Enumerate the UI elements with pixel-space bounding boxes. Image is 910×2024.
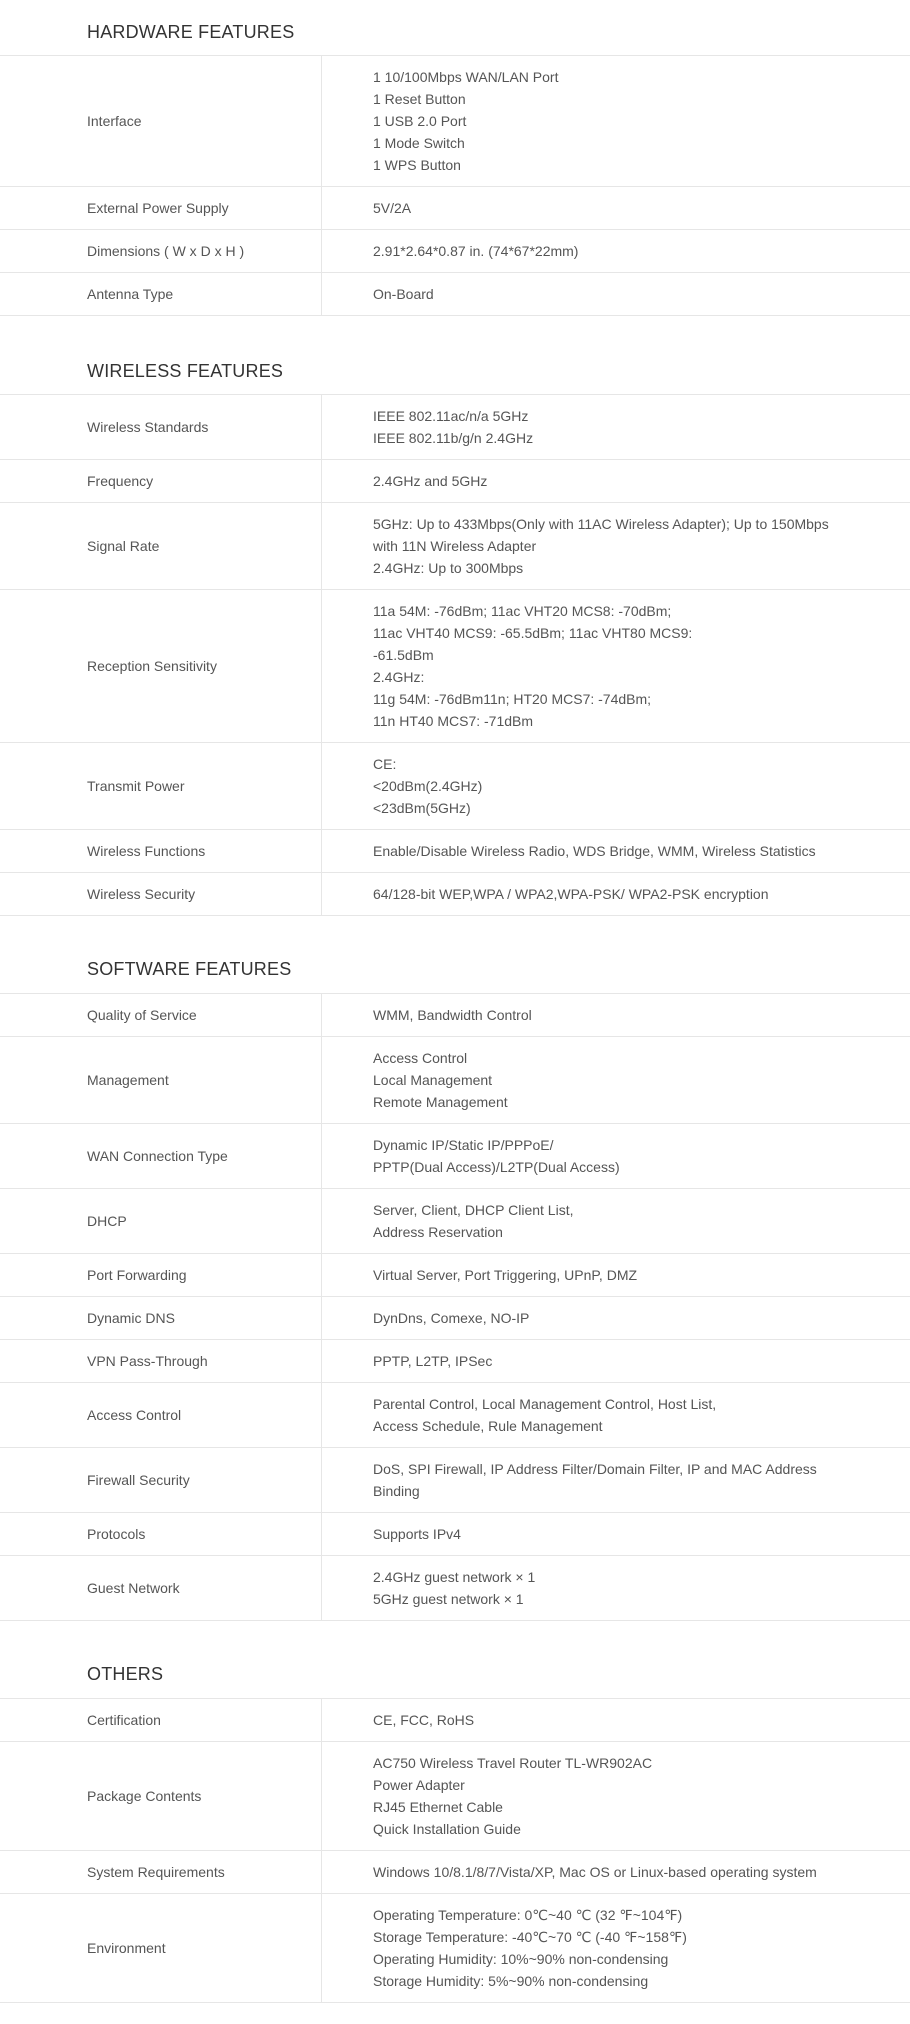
spec-value-line: PPTP, L2TP, IPSec [373,1353,493,1369]
spec-section [0,1638,910,2003]
spec-value [322,1513,461,1555]
spec-value [322,503,829,589]
spec-value [322,1556,535,1620]
spec-value-line: Remote Management [373,1094,508,1110]
spec-row [0,1340,910,1383]
spec-value-line: 2.4GHz: [373,669,425,685]
spec-value-line: AC750 Wireless Travel Router TL-WR902AC [373,1755,653,1771]
spec-value-line: 1 Reset Button [373,91,466,107]
spec-value [322,1297,529,1339]
spec-row [0,273,910,316]
spec-label: Package Contents [0,1742,322,1850]
spec-value-line: Storage Humidity: 5%~90% non-condensing [373,1973,649,1989]
spec-label: Certification [0,1699,322,1741]
spec-value-line: IEEE 802.11ac/n/a 5GHz [373,408,529,424]
spec-row [0,1189,910,1254]
spec-value [322,1894,687,2002]
spec-value-line: Windows 10/8.1/8/7/Vista/XP, Mac OS or Linux-based operating system [373,1864,817,1880]
spec-label: Dynamic DNS [0,1297,322,1339]
spec-value-line: <23dBm(5GHz) [373,800,471,816]
spec-value-line: 11n HT40 MCS7: -71dBm [373,713,534,729]
spec-value-line: <20dBm(2.4GHz) [373,778,483,794]
spec-value [322,273,434,315]
spec-value [322,395,533,459]
spec-row [0,187,910,230]
spec-value-line: Operating Humidity: 10%~90% non-condensing [373,1951,669,1967]
spec-label: Frequency [0,460,322,502]
spec-value-line: Parental Control, Local Management Control, Host List, [373,1396,717,1412]
spec-value-line: Binding [373,1483,420,1499]
spec-value-line: Server, Client, DHCP Client List, [373,1202,574,1218]
spec-value [322,590,692,742]
spec-label: Management [0,1037,322,1123]
spec-label: VPN Pass-Through [0,1340,322,1382]
spec-row [0,830,910,873]
spec-row [0,1556,910,1621]
spec-value-line: Supports IPv4 [373,1526,461,1542]
spec-label: Wireless Security [0,873,322,915]
spec-label: Transmit Power [0,743,322,829]
spec-value [322,1851,817,1893]
section-title: WIRELESS FEATURES [0,335,910,395]
spec-value-line: Access Schedule, Rule Management [373,1418,603,1434]
spec-label: Quality of Service [0,994,322,1036]
spec-row [0,1383,910,1448]
spec-value-line: Virtual Server, Port Triggering, UPnP, DMZ [373,1267,638,1283]
spec-value [322,830,816,872]
spec-row [0,1254,910,1297]
spec-row [0,395,910,460]
spec-label: Antenna Type [0,273,322,315]
spec-value-line: WMM, Bandwidth Control [373,1007,532,1023]
spec-value [322,873,769,915]
spec-value-line: Storage Temperature: -40℃~70 ℃ (-40 ℉~158℉) [373,1929,687,1945]
spec-row [0,1699,910,1742]
spec-value [322,56,558,186]
spec-value [322,1037,508,1123]
spec-label: Wireless Standards [0,395,322,459]
spec-row [0,1448,910,1513]
spec-row [0,590,910,743]
section-title: HARDWARE FEATURES [0,0,910,56]
spec-label: External Power Supply [0,187,322,229]
spec-row [0,1513,910,1556]
spec-value-line: Quick Installation Guide [373,1821,521,1837]
spec-value-line: Address Reservation [373,1224,503,1240]
section-title: OTHERS [0,1638,910,1699]
spec-value-line: 1 WPS Button [373,157,461,173]
spec-row [0,743,910,830]
spec-value [322,1189,573,1253]
spec-label: Environment [0,1894,322,2002]
spec-label: Wireless Functions [0,830,322,872]
spec-value-line: Access Control [373,1050,468,1066]
spec-section [0,933,910,1621]
spec-row [0,1742,910,1851]
spec-value-line: 11ac VHT40 MCS9: -65.5dBm; 11ac VHT80 MCS9: [373,625,693,641]
spec-label: System Requirements [0,1851,322,1893]
spec-row [0,230,910,273]
spec-value-line: 2.91*2.64*0.87 in. (74*67*22mm) [373,243,579,259]
spec-value [322,1383,716,1447]
spec-value-line: 5GHz guest network × 1 [373,1591,524,1607]
spec-value [322,743,482,829]
spec-value-line: Enable/Disable Wireless Radio, WDS Bridge, WMM, Wireless Statistics [373,843,816,859]
spec-row [0,1297,910,1340]
spec-label: Access Control [0,1383,322,1447]
spec-row [0,460,910,503]
spec-value [322,1340,492,1382]
spec-section [0,0,910,316]
spec-value-line: CE: [373,756,397,772]
spec-value [322,994,532,1036]
spec-value-line: 2.4GHz: Up to 300Mbps [373,560,524,576]
spec-label: Guest Network [0,1556,322,1620]
spec-value-line: 1 USB 2.0 Port [373,113,467,129]
spec-value-line: Power Adapter [373,1777,465,1793]
spec-value-line: Local Management [373,1072,493,1088]
spec-row [0,1851,910,1894]
spec-label: Port Forwarding [0,1254,322,1296]
spec-row [0,56,910,187]
spec-label: Reception Sensitivity [0,590,322,742]
spec-value-line: 1 Mode Switch [373,135,465,151]
spec-value-line: IEEE 802.11b/g/n 2.4GHz [373,430,534,446]
spec-value-line: 64/128-bit WEP,WPA / WPA2,WPA-PSK/ WPA2-PSK encryption [373,886,769,902]
spec-value [322,1448,817,1512]
spec-label: Firewall Security [0,1448,322,1512]
spec-value [322,1254,637,1296]
spec-value-line: 5GHz: Up to 433Mbps(Only with 11AC Wireless Adapter); Up to 150Mbps [373,516,829,532]
spec-value-line: 11a 54M: -76dBm; 11ac VHT20 MCS8: -70dBm; [373,603,672,619]
spec-value-line: Dynamic IP/Static IP/PPPoE/ [373,1137,554,1153]
spec-value-line: On-Board [373,286,434,302]
spec-label: Protocols [0,1513,322,1555]
spec-row [0,1894,910,2003]
spec-row [0,1037,910,1124]
spec-value [322,187,411,229]
spec-label: Dimensions ( W x D x H ) [0,230,322,272]
spec-value [322,1699,474,1741]
spec-value-line: with 11N Wireless Adapter [373,538,537,554]
spec-row [0,994,910,1037]
spec-value-line: Operating Temperature: 0℃~40 ℃ (32 ℉~104℉) [373,1907,683,1923]
spec-section [0,335,910,916]
section-title: SOFTWARE FEATURES [0,933,910,994]
spec-label: DHCP [0,1189,322,1253]
spec-value [322,460,487,502]
spec-label: Interface [0,56,322,186]
spec-row [0,503,910,590]
spec-row [0,1124,910,1189]
spec-value [322,230,578,272]
spec-value-line: 1 10/100Mbps WAN/LAN Port [373,69,559,85]
spec-row [0,873,910,916]
spec-value-line: -61.5dBm [373,647,434,663]
spec-value-line: 2.4GHz guest network × 1 [373,1569,536,1585]
spec-value-line: CE, FCC, RoHS [373,1712,475,1728]
spec-value-line: 2.4GHz and 5GHz [373,473,488,489]
spec-value-line: 11g 54M: -76dBm11n; HT20 MCS7: -74dBm; [373,691,652,707]
spec-value-line: PPTP(Dual Access)/L2TP(Dual Access) [373,1159,620,1175]
spec-value-line: DynDns, Comexe, NO-IP [373,1310,530,1326]
spec-value [322,1742,652,1850]
spec-label: Signal Rate [0,503,322,589]
spec-value-line: DoS, SPI Firewall, IP Address Filter/Domain Filter, IP and MAC Address [373,1461,817,1477]
spec-value-line: 5V/2A [373,200,412,216]
spec-value-line: RJ45 Ethernet Cable [373,1799,503,1815]
spec-value [322,1124,620,1188]
spec-label: WAN Connection Type [0,1124,322,1188]
